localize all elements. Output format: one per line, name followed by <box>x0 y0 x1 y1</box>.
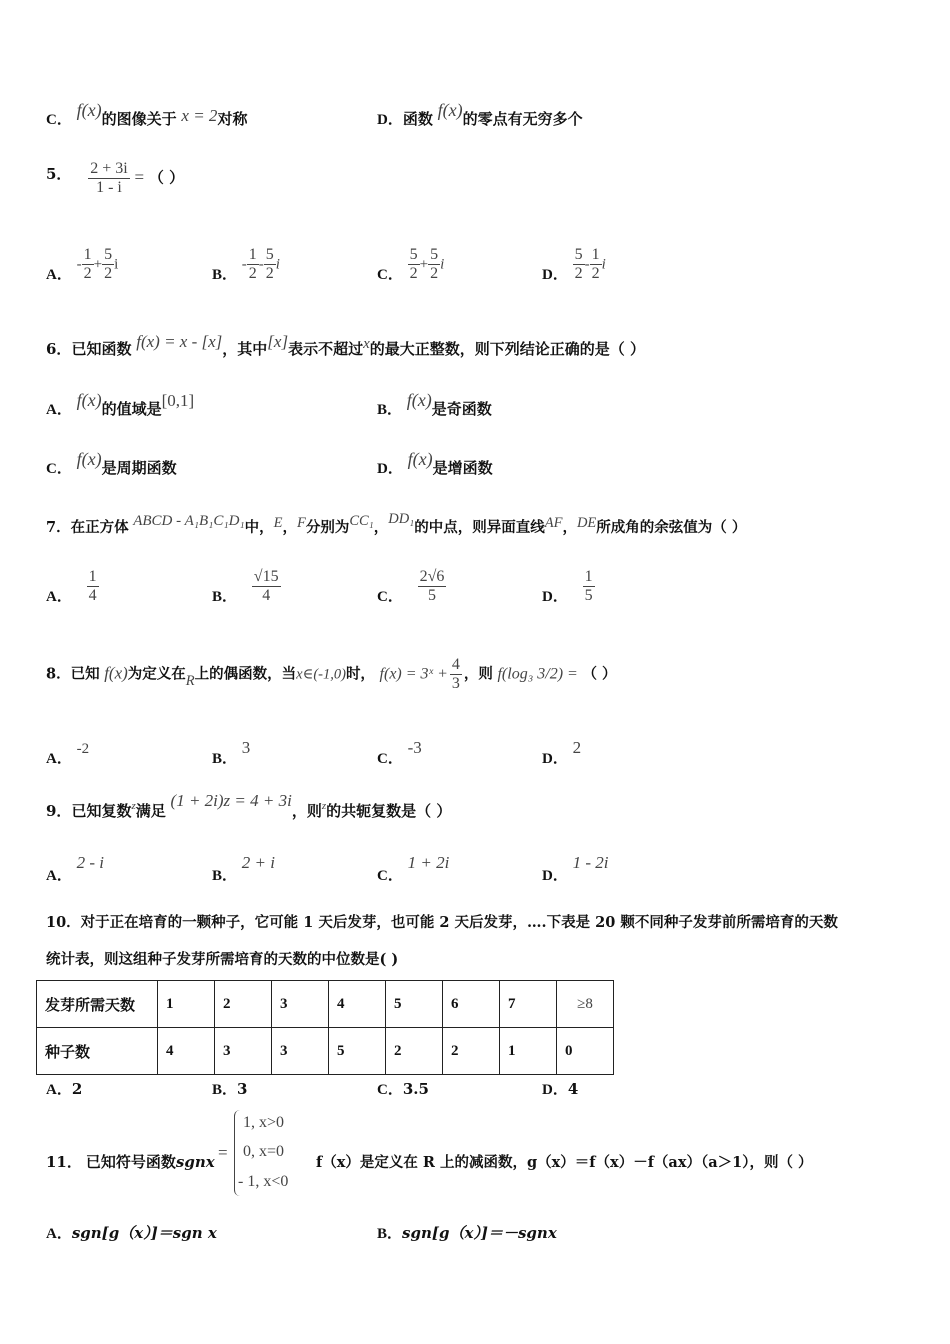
q10-line-1: 10．对于正在培育的一颗种子，它可能 1 天后发芽，也可能 2 天后发芽，….下表是 20 颗不同种子发芽前所需培育的天数 <box>46 914 838 931</box>
q10-option-d[interactable]: D．4 <box>542 1080 579 1098</box>
table-cell: 5 <box>386 981 443 1028</box>
q6-option-a[interactable]: A． f(x)的值域是[0,1] <box>46 390 195 418</box>
question-7: 7．在正方体 ABCD - A₁B₁C₁D₁中，E，F分别为CC₁，DD₁的中点，则异面直线AF，DE所成角的余弦值为（ ） <box>46 511 747 536</box>
table-cell: 发芽所需天数 <box>37 981 158 1028</box>
q11-case-3: - 1, x<0 <box>238 1173 289 1190</box>
q10-option-b[interactable]: B．3 <box>212 1080 248 1098</box>
question-8: 8．已知 f(x)为定义在R上的偶函数，当x∈(-1,0)时， f(x) = 3ˣ + $\frac{4}{3}$ ，则 f(log₃ 3/2) = （ ） <box>46 656 617 692</box>
q10-table <box>36 980 614 1075</box>
table-cell: 7 <box>500 981 557 1028</box>
q11-case-1: 1, x>0 <box>243 1114 285 1131</box>
table-cell: 1 <box>500 1028 557 1075</box>
question-11-rest: f（x）是定义在 R 上的减函数，g（x）＝f（x）－f（ax）（a＞1），则（ ） <box>316 1154 813 1171</box>
table-cell: 3 <box>272 1028 329 1075</box>
q11-option-a[interactable]: A．sgn[g（x）]＝sgn x <box>46 1224 217 1242</box>
table-cell: 6 <box>443 981 500 1028</box>
table-cell: 0 <box>557 1028 614 1075</box>
table-cell: 1 <box>158 981 215 1028</box>
q11-equals: = <box>218 1143 228 1162</box>
q10-option-c[interactable]: C．3.5 <box>377 1080 429 1098</box>
q7-option-d[interactable]: D． $\frac{1}{5}$ <box>542 568 593 605</box>
q5-option-b[interactable]: B． - $\frac{1}{2}$ - $\frac{5}{2}$ i <box>212 246 280 283</box>
q10-line-2: 统计表，则这组种子发芽所需培育的天数的中位数是( ) <box>46 951 399 968</box>
q7-option-a[interactable]: A． $\frac{1}{4}$ <box>46 568 97 605</box>
table-cell: 4 <box>158 1028 215 1075</box>
q9-option-b[interactable]: B． 2 + i <box>212 853 275 884</box>
q5-option-d[interactable]: D． $\frac{5}{2}$ - $\frac{1}{2}$ i <box>542 246 606 283</box>
q8-option-c[interactable]: C． -3 <box>377 738 422 767</box>
q5-option-c[interactable]: C． $\frac{5}{2}$ + $\frac{5}{2}$ i <box>377 246 445 283</box>
q8-option-b[interactable]: B． 3 <box>212 738 251 767</box>
table-cell: 种子数 <box>37 1028 158 1075</box>
q4-option-d[interactable]: D．函数 f(x)的零点有无穷多个 <box>377 100 583 128</box>
table-row <box>37 1028 614 1075</box>
table-row <box>37 981 614 1028</box>
q10-option-a[interactable]: A．2 <box>46 1080 83 1098</box>
table-cell: 5 <box>329 1028 386 1075</box>
table-cell: 2 <box>386 1028 443 1075</box>
q6-option-b[interactable]: B． f(x)是奇函数 <box>377 390 492 418</box>
q11-case-2: 0, x=0 <box>243 1143 285 1160</box>
question-6: 6．已知函数 f(x) = x - [x]，其中[x]表示不超过x的最大正整数，则下列结论正确的是（ ） <box>46 332 645 358</box>
q6-option-c[interactable]: C． f(x)是周期函数 <box>46 449 177 477</box>
q6-option-d[interactable]: D． f(x)是增函数 <box>377 449 493 477</box>
q7-option-b[interactable]: B． $\frac{√15}{4}$ <box>212 568 279 605</box>
q11-option-b[interactable]: B．sgn[g（x）]＝－sgnx <box>377 1224 557 1242</box>
q5-fraction: $\frac{2 + 3i}{1 - i}$ <box>90 160 128 196</box>
table-cell: 2 <box>443 1028 500 1075</box>
q9-option-a[interactable]: A． 2 - i <box>46 853 105 884</box>
q9-option-c[interactable]: C． 1 + 2i <box>377 853 450 884</box>
q8-option-d[interactable]: D． 2 <box>542 738 582 767</box>
q7-option-c[interactable]: C． $\frac{2√6}{5}$ <box>377 568 445 605</box>
question-9: 9．已知复数$^z$满足 (1 + 2i)z = 4 + 3i，则$^z$的共轭复数是（ ） <box>46 791 452 820</box>
question-11-lead: 11． 已知符号函数sgnx <box>46 1153 215 1171</box>
q5-option-a[interactable]: A． - $\frac{1}{2}$ + $\frac{5}{2}$ i <box>46 246 119 283</box>
table-cell: 2 <box>215 981 272 1028</box>
q4-option-c[interactable]: C． f(x)的图像关于 x = 2对称 <box>46 100 248 128</box>
table-cell: 3 <box>272 981 329 1028</box>
question-5: 5． $\frac{2 + 3i}{1 - i}$ = （ ） <box>46 160 185 196</box>
q8-option-a[interactable]: A． -2 <box>46 741 90 767</box>
q9-option-d[interactable]: D． 1 - 2i <box>542 853 609 884</box>
table-cell: 3 <box>215 1028 272 1075</box>
table-cell: 4 <box>329 981 386 1028</box>
table-cell: ≥8 <box>557 981 614 1028</box>
